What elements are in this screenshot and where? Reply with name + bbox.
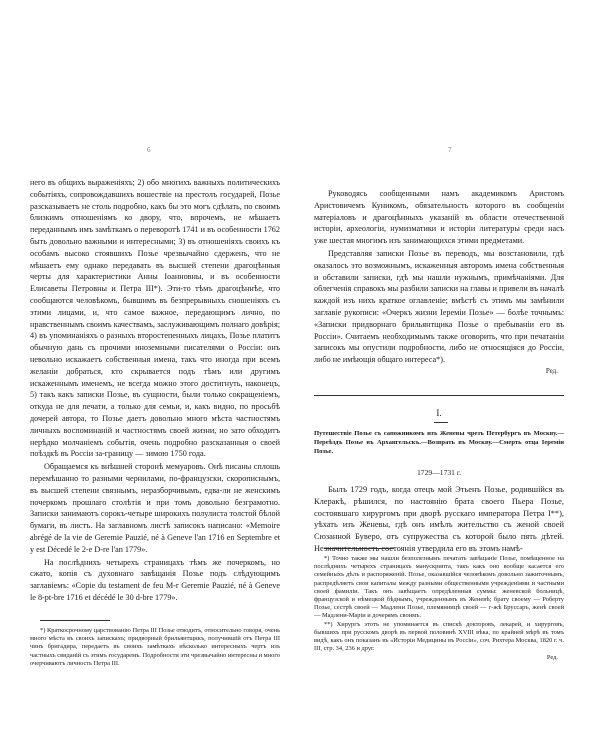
right-page	[300, 0, 600, 750]
footnote: *) Точно также мы нашли безполезнымъ печатать завѣщаніе Позье, помѣщенное на послѣднихъ четырехъ страницахъ манускрипта, такъ какъ оно вообще касается его семейныхъ дѣлъ и распоряженій. Позье, оказавшійся человѣкомъ довольно зажиточнымъ, распредѣляетъ свои капиталы между разными общественными учрежденіями и частными своей фамиліи. Такъ онъ завѣщаетъ опредѣленныя суммы: женевской больницѣ, французской и нѣмецкой бѣднымъ, учрежденнымъ въ Женевѣ; брату своему — Роберту Позье, сестрѣ своей — Мадлени Позье, племянницѣ своей — г-жѣ Бруссаръ, женѣ своей — Мадлени-Маріи и дочерямъ своимъ.	[314, 555, 564, 620]
chapter-years: 1729—1731 г.	[416, 468, 462, 477]
editor-signature: Ред.	[545, 366, 558, 375]
page-number: 7	[448, 146, 452, 154]
paragraph: Представляя записки Позье въ переводъ, мы возстановили, гдѣ оказалось это возможнымъ, искаженныя авторомъ имена собственныя и обставили записки, гдѣ мы нашли нужнымъ, примѣчаніями. Для облегченія справокъ мы разбили записки на главы и привели въ началѣ каждой изъ нихъ краткое оглавленіе; вмѣстѣ съ этимъ мы замѣнили заглавіе рукописи: «Очеркъ жизни Іереміи Позье» — болѣе точнымъ: «Записки придворнаго брильянтщика Позье о пребываніи его въ Россіи». Считаемъ необходимымъ также оговорить, что при печатаніи записокъ мы опустили подробности, либо не относящіяся до Россіи, либо не имѣющія общаго интереса*).	[314, 248, 564, 365]
page-number: 6	[147, 146, 151, 154]
right-footnotes	[314, 548, 564, 661]
chapter-number: I.	[436, 408, 442, 418]
left-footnotes	[30, 620, 280, 668]
paragraph: Обращаемся къ внѣшней сторонѣ мемуаровъ. Онѣ писаны сплошь перемѣшанно то разными чернилами, по-французски, скорописнымъ, въ высшей степени связнымъ, неразборчивымъ, едва-ли не женскимъ почеркомъ прошлаго столѣтія и при томъ довольно безграмотно. Записки занимаютъ сорокъ-четыре широкихъ полулиста толстой бѣлой бумаги, въ листъ. На заглавномъ листѣ записокъ написано: «Memoire abrégé de la vie de Geremie Pauzié, né à Geneve l'an 1716 en Septembre et y est Décedé le 2-e D-re l'an 1779».	[30, 462, 280, 554]
footnote-divider	[324, 548, 394, 549]
chapter-body	[314, 484, 564, 555]
left-body-text	[30, 177, 280, 604]
footnote-divider	[40, 620, 110, 621]
footnote: **) Хирургъ этотъ не упоминается въ спискѣ докторовъ, лекарей, и хирурговъ, бывшихъ при русскомъ дворѣ въ первой половинѣ XVIII вѣка, по крайней мѣрѣ въ томъ видѣ, какъ онъ показанъ въ «Исторіи Медицины въ Россіи», соч. Рихтера Москва, 1820 г. ч. III, стр. 34, 236 и друг.	[314, 620, 564, 653]
paragraph: Руководясь сообщенными намъ академикомъ Аристомъ Аристовичемъ Куникомъ, обязательность которого въ сообщеніи матеріаловъ и драгоцѣнныхъ указаній въ области отечественной исторіи, археологіи, нумизматики и исторіи литературы среди насъ уже шестая многимъ изъ занимающихся этими предметами.	[314, 189, 564, 246]
paragraph: Былъ 1729 годъ, когда отецъ мой Этьенъ Позье, родившійся въ Клеракѣ, рѣшился, по настоянію брата своего Пьера Позье, состоявшаго хирургомъ при дворѣ русскаго императора Петра I**), уѣхать изъ Женевы, гдѣ онъ имѣлъ жительство съ женой своей Сюзанной Буверо, отъ супружества съ которой было пять дѣтей. Незначительность состоянія утвердила его въ этомъ намѣ-	[314, 485, 564, 553]
chapter-number-rule	[434, 422, 448, 423]
paragraph: него въ общихъ выраженіяхъ; 2) обо многихъ важныхъ политическихъ событіяхъ, сопровождавшихъ вошествіе на престолъ государей, Позье разсказываетъ не столь подробно, какъ бы это могъ сдѣлать, по своимъ близкимъ отношеніямъ ко двору, что, впрочемъ, не мѣшаетъ переданнымъ имъ замѣткамъ о переворотѣ 1741 и въ особенности 1762 быть довольно важными и интересными; 3) въ отношеніяхъ своихъ къ особамъ высоко стоявшихъ Позье чрезвычайно сдерженъ, что не мѣшаетъ ему однако передавать въ высшей степени драгоцѣнныя черты для характеристики Анны Іоанновны, и въ особенности Елисаветы Петровны и Петра III*). Эти-то тѣмъ драгоцѣннѣе, что сообщаются человѣкомъ, бывшимъ въ безпрерывныхъ сношеніяхъ съ этими лицами, и, что самое важное, передающимъ лично, по нравственнымъ своимъ качествамъ, заслуживающимъ полнаго довѣрія; 4) въ упоминаніяхъ о разныхъ второстепенныхъ лицахъ, Позье платитъ обычную дань съ прочими иноземными писателями о Россіи: онъ невольно искажаетъ собственныя имена, такъ что иногда при всемъ желаніи добраться, кто скрывается подъ тѣмъ или другимъ искаженнымъ именемъ, не всегда можно этого достигнуть, наконецъ, 5) такъ какъ записки Позье, въ сущности, были только сокращеніемъ, откуда не для печати, а только для семьи, и, какъ видно, по просьбѣ дочерей автора, то Позье даетъ довольно много мѣста частностямъ личныхъ воспоминаній и частностямъ своей жизни, но зато обходитъ нерѣдко молчаніемъ событія, очень подробно разсказанныя о своей поѣздкѣ въ Россіи за-границу — зимою 1750 года.	[30, 178, 280, 459]
chapter-summary: Путешествіе Позье съ сапожникомъ изъ Женевы чрезъ Петербургъ въ Москву.—Переѣздъ Позье въ Архангельскъ.—Возврать въ Москву.—Смерть отца Іереміи Позье.	[314, 430, 564, 455]
chapter-divider	[314, 395, 564, 396]
footnote: *) Краткосрочному царствованію Петра III Позье отводитъ, относительно говоря, очень много мѣста въ своихъ запискахъ; придворный брильянтщикъ, получившій отъ Петра III чинъ бригадира, передаетъ въ своихъ замѣткахъ нѣсколько интересныхъ чертъ изъ частныхъ свиданій съ этимъ государемъ. Подробности эти чрезвычайно интересны и много очерчиваютъ личность Петра III.	[30, 627, 280, 667]
paragraph: На послѣднихъ четырехъ страницахъ тѣмъ же почеркомъ, но сжато, копія съ духовнаго завѣщанія Позье подъ слѣдующимъ заглавіемъ: «Copie du testament de feu M-r Geremie Pauzié, né à Geneve le 8-pt-bre 1716 et décédé le 30 d-bre 1779».	[30, 557, 280, 602]
right-body-text	[314, 188, 564, 375]
footnote-signature: Ред.	[546, 654, 558, 662]
